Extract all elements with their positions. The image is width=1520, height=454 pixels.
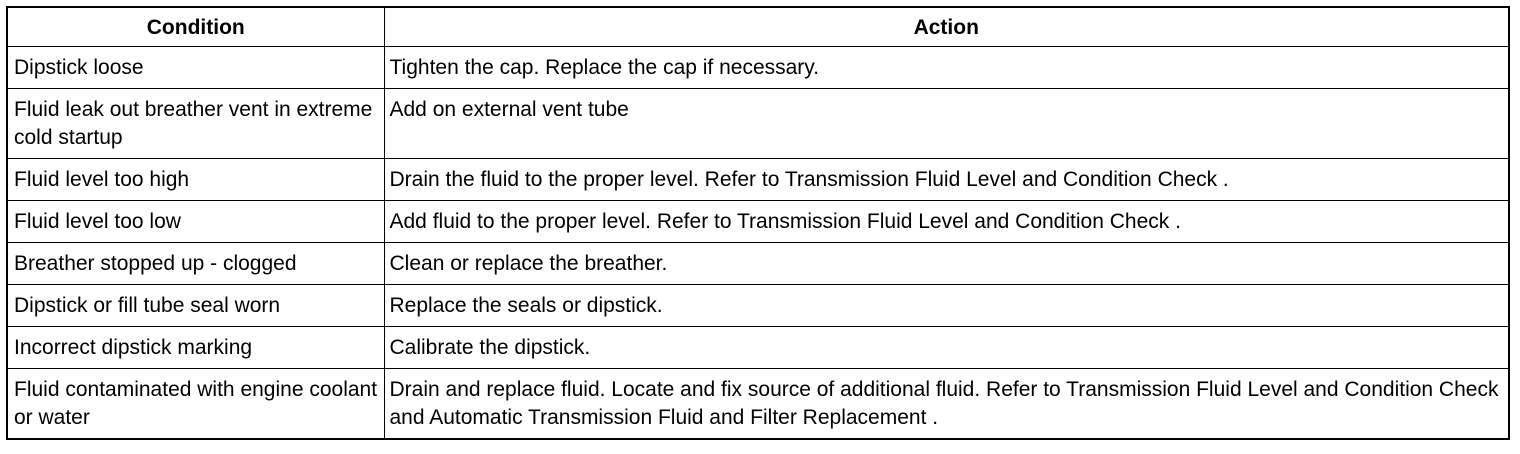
table-row: [7, 327, 1509, 369]
action-cell: Calibrate the dipstick.: [384, 327, 1509, 369]
action-cell: Tighten the cap. Replace the cap if necessary.: [384, 47, 1509, 89]
condition-cell: Fluid contaminated with engine coolant or water: [7, 369, 384, 440]
action-cell: Drain the fluid to the proper level. Refer to Transmission Fluid Level and Condition Check .: [384, 159, 1509, 201]
action-column-header: Action: [384, 7, 1509, 47]
action-cell: Drain and replace fluid. Locate and fix source of additional fluid. Refer to Transmission Fluid Level and Condition Check and Automatic Transmission Fluid and Filter Replacement .: [384, 369, 1509, 440]
condition-cell: Fluid level too low: [7, 201, 384, 243]
action-cell: Replace the seals or dipstick.: [384, 285, 1509, 327]
table-row: [7, 159, 1509, 201]
condition-cell: Dipstick or fill tube seal worn: [7, 285, 384, 327]
condition-cell: Breather stopped up - clogged: [7, 243, 384, 285]
table-header-row: [7, 7, 1509, 47]
table-row: [7, 201, 1509, 243]
condition-cell: Incorrect dipstick marking: [7, 327, 384, 369]
table-row: [7, 243, 1509, 285]
table-row: [7, 285, 1509, 327]
action-cell: Clean or replace the breather.: [384, 243, 1509, 285]
condition-cell: Fluid level too high: [7, 159, 384, 201]
condition-cell: Dipstick loose: [7, 47, 384, 89]
diagnostic-table-container: [6, 6, 1508, 440]
action-cell: Add fluid to the proper level. Refer to Transmission Fluid Level and Condition Check .: [384, 201, 1509, 243]
table-row: [7, 369, 1509, 440]
table-row: [7, 89, 1509, 159]
diagnostic-table: [6, 6, 1510, 440]
condition-cell: Fluid leak out breather vent in extreme cold startup: [7, 89, 384, 159]
condition-column-header: Condition: [7, 7, 384, 47]
action-cell: Add on external vent tube: [384, 89, 1509, 159]
table-row: [7, 47, 1509, 89]
